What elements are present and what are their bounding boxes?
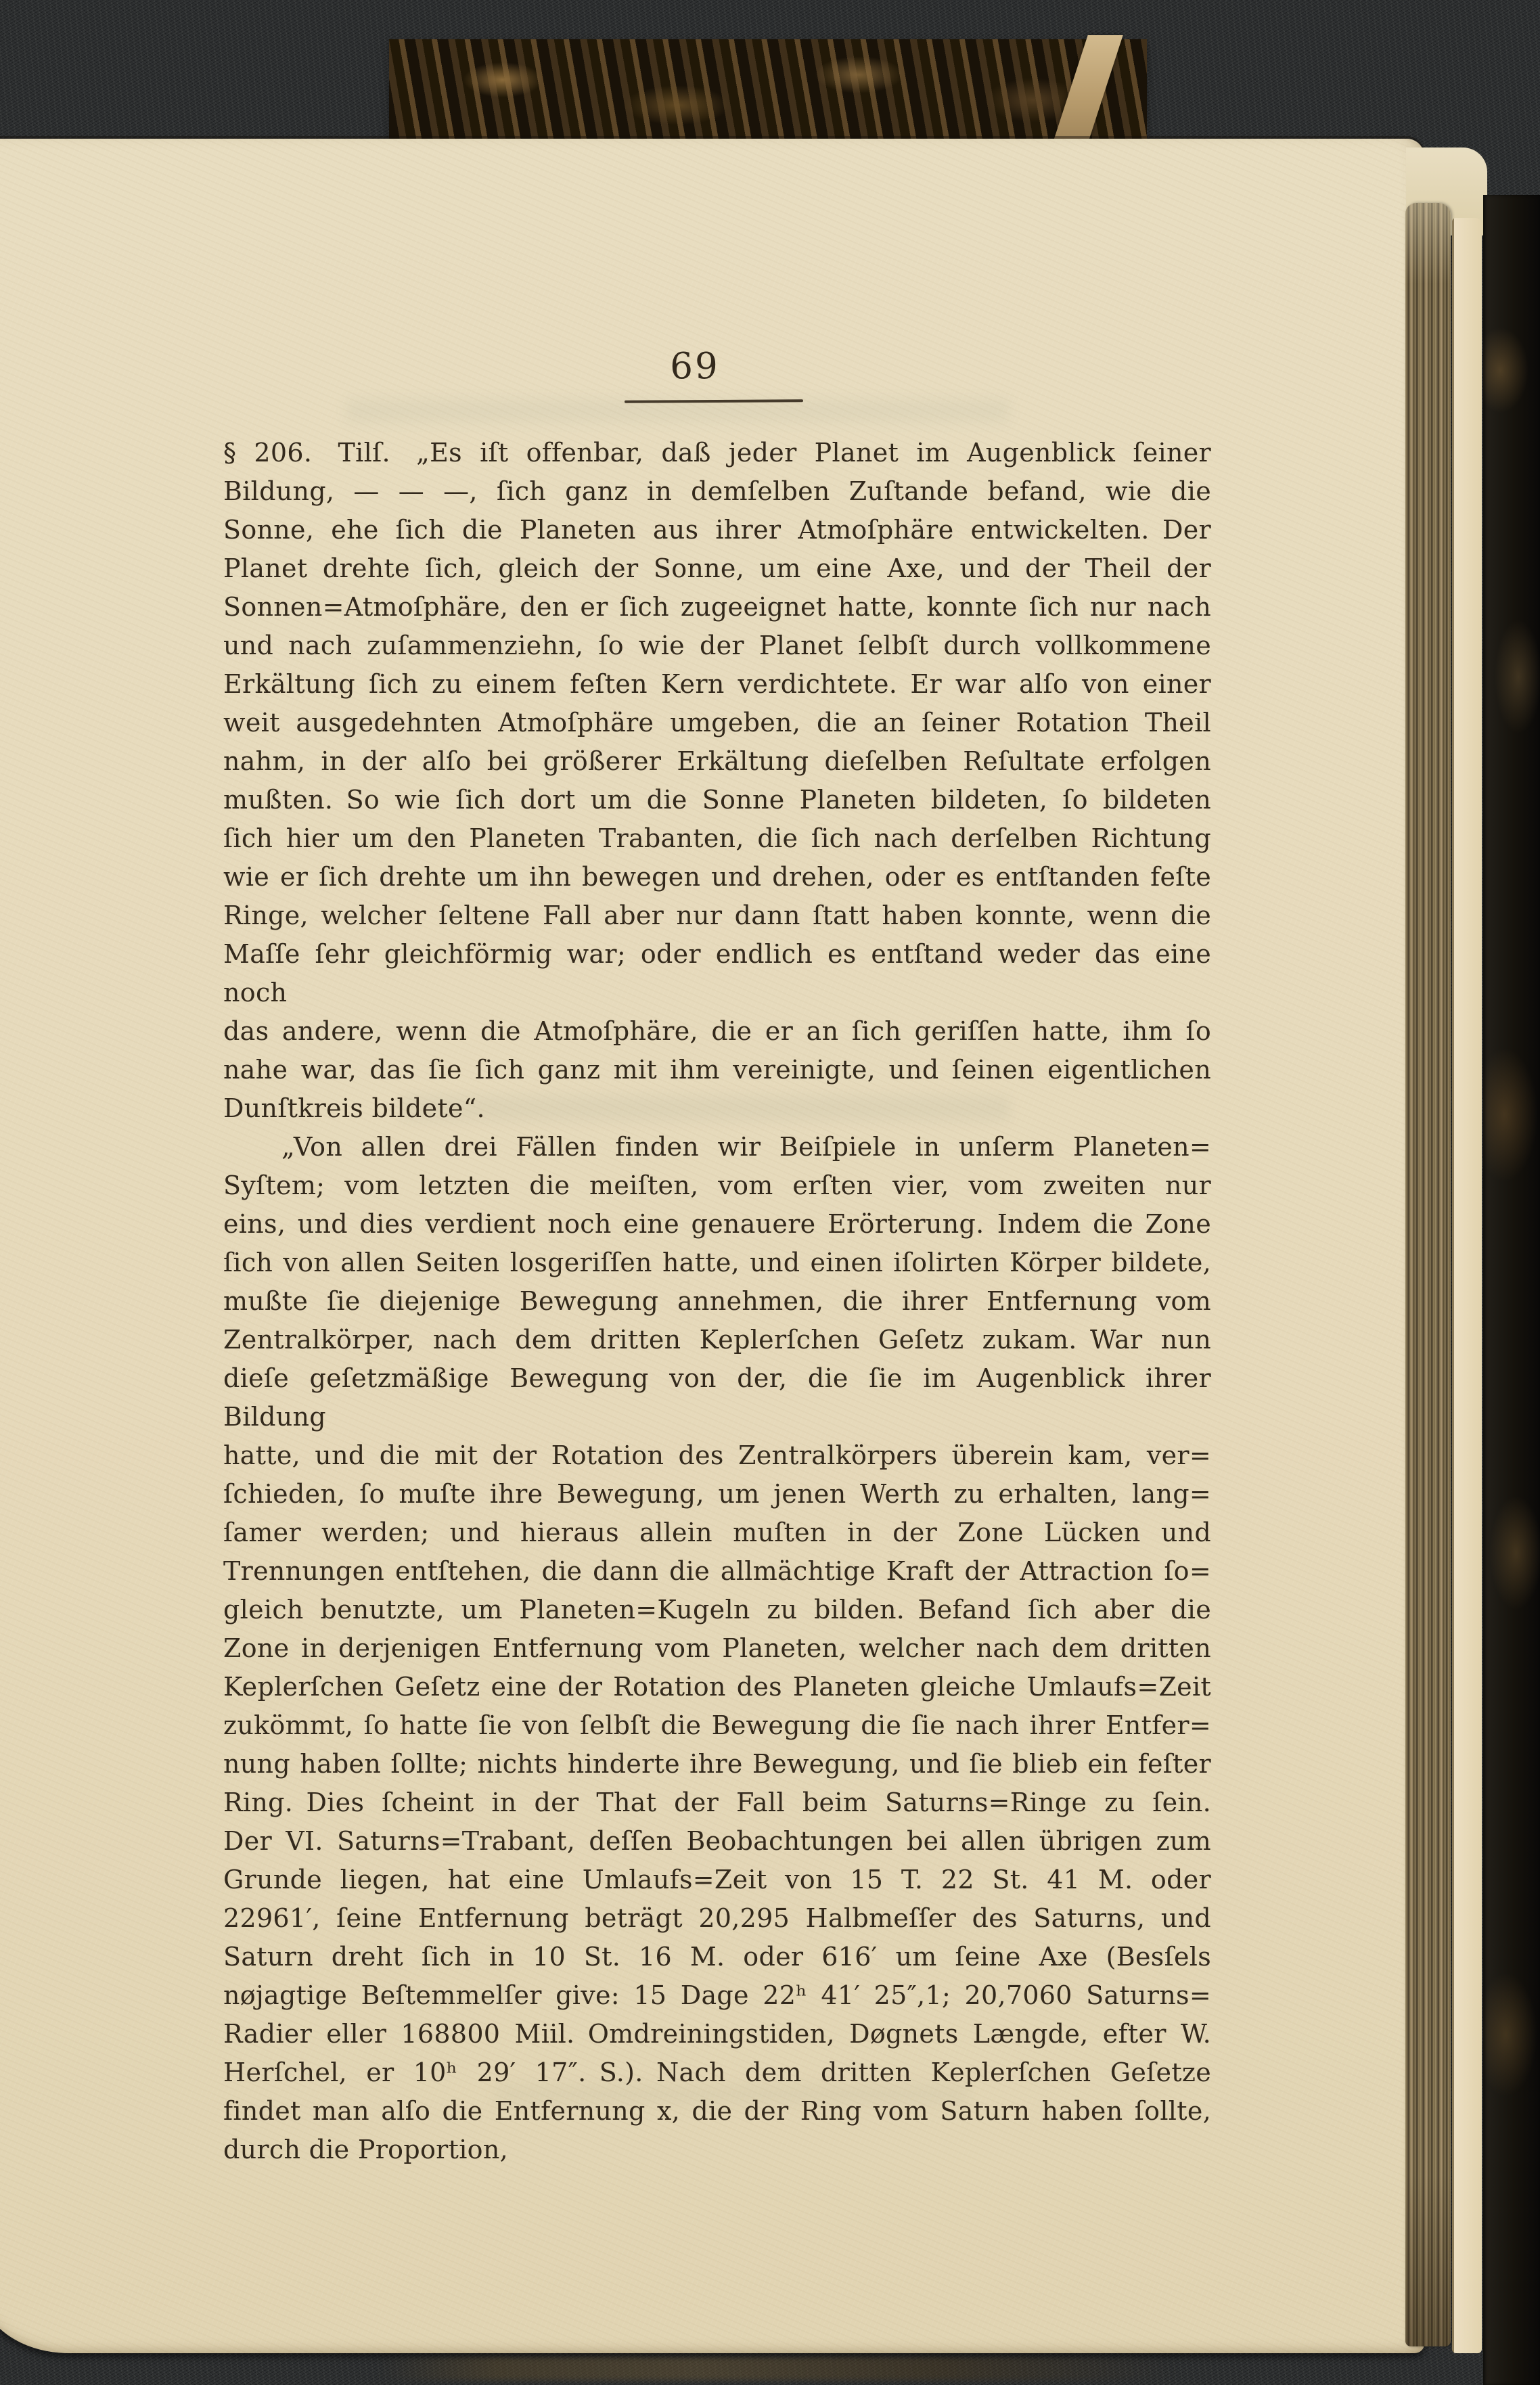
text-block [223,434,1211,2169]
text-line: Der VI. Saturns=Trabant, deſſen Beobachtungen bei allen übrigen zum [223,1826,1211,1856]
text-line: Ringe, welcher ſeltene Fall aber nur dann ſtatt haben konnte, wenn die [223,901,1211,930]
text-line: nung haben ſollte; nichts hinderte ihre Bewegung, und ſie blieb ein feſter [223,1749,1211,1779]
text-line: Grunde liegen, hat eine Umlaufs=Zeit von 15 T. 22 St. 41 M. oder [223,1865,1211,1894]
book-page [0,139,1424,2353]
text-line: Erkältung ſich zu einem feſten Kern verdichtete. Er war alſo von einer [223,669,1211,699]
text-line: ſamer werden; und hieraus allein muſten in der Zone Lücken und [223,1518,1211,1547]
text-line: Maſſe ſehr gleichförmig war; oder endlich es entſtand weder das eine noch [223,939,1211,1007]
text-line: mußte ſie diejenige Bewegung annehmen, die ihrer Entfernung vom [223,1286,1211,1316]
text-line: ſich hier um den Planeten Trabanten, die ſich nach derſelben Richtung [223,823,1211,853]
text-line: ſich von allen Seiten losgeriſſen hatte, und einen iſolirten Körper bildete, [223,1248,1211,1277]
text-line: Ring. Dies ſcheint in der That der Fall beim Saturns=Ringe zu ſein. [223,1788,1211,1817]
text-line: wie er ſich drehte um ihn bewegen und drehen, oder es entſtanden feſte [223,862,1211,892]
text-line: Bildung, — — —, ſich ganz in demſelben Zuſtande befand, wie die [223,476,1211,506]
text-line: und nach zuſammenziehn, ſo wie der Planet ſelbſt durch vollkommene [223,631,1211,660]
text-line: findet man alſo die Entfernung x, die der Ring vom Saturn haben ſollte, [223,2096,1211,2126]
page-number: 69 [670,346,720,387]
text-line: dieſe geſetzmäßige Bewegung von der, die ſie im Augenblick ihrer Bildung [223,1363,1211,1432]
text-line: Herſchel, er 10ʰ 29′ 17″. S.). Nach dem dritten Keplerſchen Geſetze [223,2058,1211,2087]
text-line: weit ausgedehnten Atmoſphäre umgeben, die an ſeiner Rotation Theil [223,708,1211,737]
text-line: Zone in derjenigen Entfernung vom Planeten, welcher nach dem dritten [223,1633,1211,1663]
text-line: durch die Proportion, [223,2135,508,2164]
page-number-wrap [593,346,796,387]
text-line: Sonnen=Atmoſphäre, den er ſich zugeeignet hatte, konnte ſich nur nach [223,592,1211,622]
text-line: § 206. Tilſ. „Es iſt offenbar, daß jeder Planet im Augenblick ſeiner [223,438,1211,468]
text-line: „Von allen drei Fällen finden wir Beiſpiele in unſerm Planeten= [281,1132,1211,1162]
text-line: Trennungen entſtehen, die dann die allmächtige Kraft der Attraction ſo= [223,1556,1211,1586]
text-line: Saturn dreht ſich in 10 St. 16 M. oder 616′ um ſeine Axe (Besſels [223,1942,1211,1972]
cover-marbled-band [389,39,1147,141]
text-line: 22961′, ſeine Entfernung beträgt 20,295 Halbmeſſer des Saturns, und [223,1903,1211,1933]
text-line: das andere, wenn die Atmoſphäre, die er an ſich geriſſen hatte, ihm ſo [223,1016,1211,1046]
cover-marbled-bottom-smear [379,2357,1177,2380]
text-line: nøjagtige Beſtemmelſer give: 15 Dage 22ʰ 41′ 25″,1; 20,7060 Saturns= [223,1980,1211,2010]
page-edge-strip [1452,218,1482,2353]
text-line: eins, und dies verdient noch eine genauere Erörterung. Indem die Zone [223,1209,1211,1239]
text-line: gleich benutzte, um Planeten=Kugeln zu bilden. Befand ſich aber die [223,1595,1211,1625]
text-line: Dunſtkreis bildete“. [223,1093,485,1123]
cover-marbled-right-edge [1483,195,1540,2385]
text-line: Zentralkörper, nach dem dritten Keplerſchen Geſetz zukam. War nun [223,1325,1211,1355]
text-line: Radier eller 168800 Miil. Omdreiningstiden, Døgnets Længde, efter W. [223,2019,1211,2049]
text-line: zukömmt, ſo hatte ſie von ſelbſt die Bewegung die ſie nach ihrer Entfer= [223,1710,1211,1740]
text-line: nahm, in der alſo bei größerer Erkältung dieſelben Reſultate erfolgen [223,746,1211,776]
text-line: nahe war, das ſie ſich ganz mit ihm vereinigte, und ſeinen eigentlichen [223,1055,1211,1085]
text-line: hatte, und die mit der Rotation des Zentralkörpers überein kam, ver= [223,1440,1211,1470]
text-line: Planet drehte ſich, gleich der Sonne, um eine Axe, und der Theil der [223,553,1211,583]
text-line: Keplerſchen Geſetz eine der Rotation des Planeten gleiche Umlaufs=Zeit [223,1672,1211,1702]
page-number-rule [625,399,803,403]
text-line: ſchieden, ſo muſte ihre Bewegung, um jenen Werth zu erhalten, lang= [223,1479,1211,1509]
text-line: mußten. So wie ſich dort um die Sonne Planeten bildeten, ſo bildeten [223,785,1211,815]
text-line: Sonne, ehe ſich die Planeten aus ihrer Atmoſphäre entwickelten. Der [223,515,1211,545]
text-line: Syſtem; vom letzten die meiſten, vom erſten vier, vom zweiten nur [223,1171,1211,1200]
book-fore-edge [1405,203,1451,2346]
